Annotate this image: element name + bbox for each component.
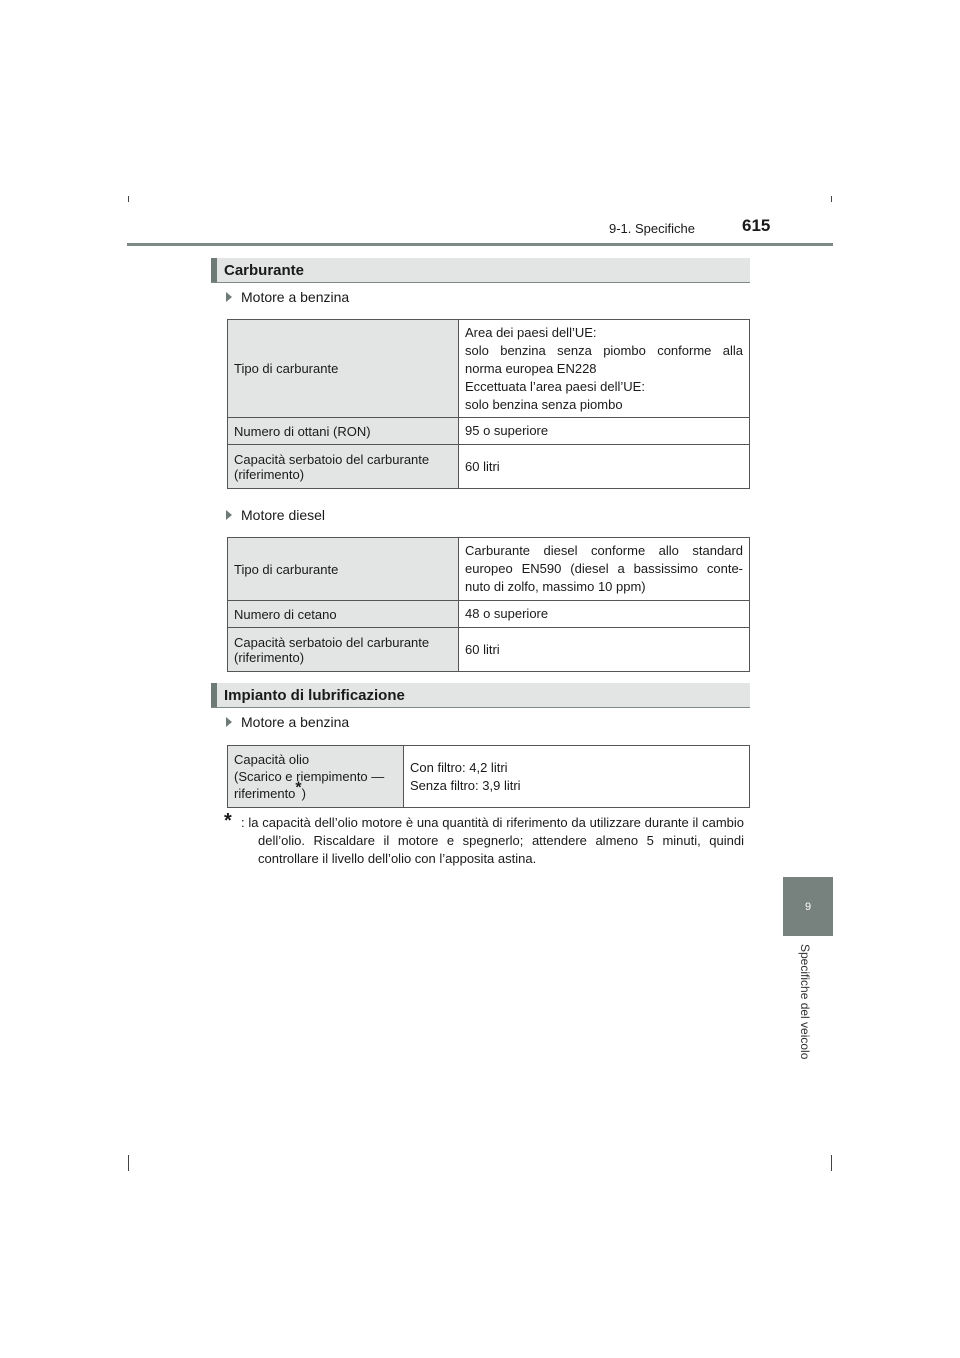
- table-value: 48 o superiore: [459, 601, 750, 628]
- crop-mark: [128, 1155, 129, 1171]
- footnote-text: : la capacità dell’olio motore è una quantità di riferimento da utilizzare durante il cambio dell’olio. Riscaldare il motore e spegnerlo; attendere almeno 5 minuti, quindi controllare il livello dell’olio con l’apposita astina.: [241, 815, 744, 866]
- heading-bar: [211, 683, 217, 707]
- table-row: [228, 320, 750, 418]
- key-text: riferimento: [234, 786, 296, 801]
- table-value: [404, 746, 750, 808]
- chapter-number: 9: [804, 900, 812, 913]
- page-number: 615: [742, 216, 771, 235]
- subheading-petrol: [226, 289, 349, 305]
- section-reference: 9-1. Specifiche: [609, 221, 695, 236]
- key-line: (Scarico e riempimento —: [234, 769, 385, 784]
- chapter-side-label: [798, 944, 812, 1144]
- value-line: Senza filtro: 3,9 litri: [410, 777, 521, 793]
- subheading-label: Motore diesel: [241, 507, 326, 523]
- value-line: Carburante diesel conforme allo standard: [465, 543, 743, 558]
- section-title: Carburante: [224, 262, 305, 279]
- key-line: Capacità serbatoio del carburante: [234, 634, 430, 650]
- table-row: [228, 601, 750, 628]
- crop-mark: [831, 196, 832, 202]
- header-rule: [127, 243, 833, 246]
- value-line: solo benzina senza piombo: [465, 396, 623, 412]
- subheading-petrol-lubrication: [226, 714, 349, 730]
- crop-mark: [128, 196, 129, 202]
- table-value: 60 litri: [459, 445, 750, 489]
- table-key: Numero di cetano: [228, 601, 459, 628]
- asterisk-mark: *: [295, 779, 302, 797]
- key-text: ): [301, 786, 306, 801]
- triangle-bullet-icon: [226, 717, 232, 727]
- key-line: [234, 779, 397, 802]
- value-line: norma europea EN228: [465, 360, 597, 376]
- key-line: Capacità olio: [234, 752, 310, 767]
- heading-bar: [211, 258, 217, 282]
- table-key: Numero di ottani (RON): [228, 418, 459, 445]
- footnote: [224, 810, 744, 868]
- lubrication-table: [227, 745, 750, 808]
- value-line: Area dei paesi dell’UE:: [465, 324, 597, 340]
- table-key: [228, 445, 459, 489]
- key-line: Capacità serbatoio del carburante: [234, 451, 430, 467]
- table-key: [228, 746, 404, 808]
- table-value: [459, 320, 750, 418]
- triangle-bullet-icon: [226, 292, 232, 302]
- table-row: [228, 445, 750, 489]
- table-row: [228, 418, 750, 445]
- footnote-mark: *: [224, 810, 232, 832]
- table-key: Tipo di carburante: [228, 320, 459, 418]
- table-key: Tipo di carburante: [228, 538, 459, 601]
- value-line: Con filtro: 4,2 litri: [410, 759, 508, 775]
- value-line: Eccettuata l’area paesi dell’UE:: [465, 378, 645, 394]
- value-line: solo benzina senza piombo conforme alla: [465, 342, 743, 358]
- chapter-label-text: Specifiche del veicolo: [798, 944, 812, 1060]
- subheading-label: Motore a benzina: [241, 289, 350, 305]
- crop-mark: [831, 1155, 832, 1171]
- section-heading-lubrication: [211, 683, 750, 708]
- table-value: 95 o superiore: [459, 418, 750, 445]
- table-value: [459, 538, 750, 601]
- fuel-petrol-table: [227, 319, 750, 489]
- section-title: Impianto di lubrificazione: [224, 687, 405, 704]
- subheading-label: Motore a benzina: [241, 714, 350, 730]
- key-line: (riferimento): [234, 466, 305, 482]
- table-row: [228, 628, 750, 672]
- fuel-diesel-table: [227, 537, 750, 672]
- key-line: (riferimento): [234, 649, 305, 665]
- subheading-diesel: [226, 507, 325, 523]
- table-key: [228, 628, 459, 672]
- chapter-tab: [783, 877, 833, 936]
- table-row: [228, 538, 750, 601]
- value-line: nuto di zolfo, massimo 10 ppm): [465, 579, 646, 594]
- table-value: 60 litri: [459, 628, 750, 672]
- value-line: europeo EN590 (diesel a bassissimo conte-: [465, 561, 743, 576]
- triangle-bullet-icon: [226, 510, 232, 520]
- table-row: [228, 746, 750, 808]
- section-heading-fuel: [211, 258, 750, 283]
